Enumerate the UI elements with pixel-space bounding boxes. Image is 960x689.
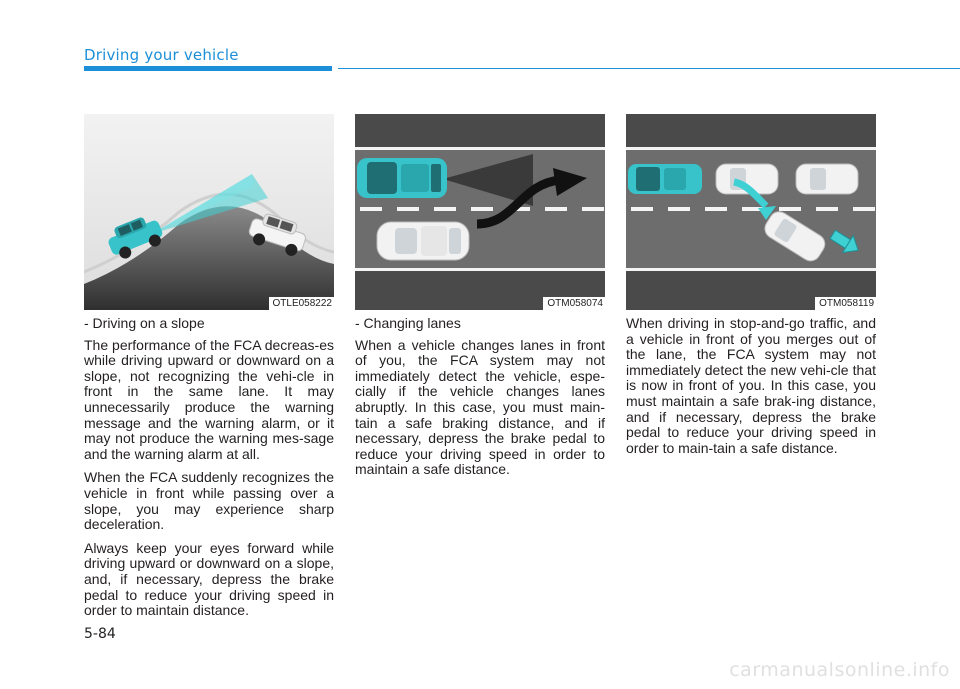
car-teal-icon — [628, 164, 702, 194]
paragraph: The performance of the FCA decreas-es while driving upward or downward on a slope, not recognizing the vehi-cle in front in the same lane. It may unnecessarily produce the warning message and the warning alarm, or it may not produce the warning mes-sage and the warning alarm at all. — [84, 336, 334, 462]
subheading: - Changing lanes — [355, 315, 461, 331]
header-title: Driving your vehicle — [84, 46, 239, 64]
car-teal-icon — [357, 158, 447, 198]
car-white-ahead-icon — [796, 164, 858, 194]
figure-changing-lanes — [355, 114, 605, 310]
figure-merge — [626, 114, 876, 310]
column-slope — [84, 316, 334, 627]
subheading: - Driving on a slope — [84, 315, 205, 331]
paragraph: When the FCA suddenly recognizes the vehicle in front while passing over a slope, you may experience sharp deceleration. — [84, 469, 334, 533]
watermark: carmanualsonline.info — [729, 659, 950, 681]
column-changing-lanes — [355, 316, 605, 486]
figure-code: OTM058074 — [543, 297, 605, 310]
figure-slope — [84, 114, 334, 310]
column-merge — [626, 316, 876, 464]
figure-code: OTLE058222 — [269, 297, 335, 310]
header-bar — [84, 66, 332, 71]
car-white-icon — [377, 222, 469, 260]
figure-code: OTM058119 — [815, 297, 876, 310]
paragraph: When driving in stop-and-go traffic, and a vehicle in front of you merges out of the lane, the FCA system may not immediately detect the new vehi-cle that is now in front of you. In this case, you must maintain a safe brak-ing distance, and if necessary, depress the brake pedal to reduce your driving speed in order to main-tain a safe distance. — [626, 315, 876, 456]
slope-illustration — [84, 114, 334, 310]
header-rule — [338, 68, 960, 69]
paragraph: Always keep your eyes forward while driving upward or downward on a slope, and, if necessary, depress the brake pedal to reduce your driving speed in order to maintain distance. — [84, 539, 334, 619]
merge-illustration — [626, 114, 876, 310]
page-number: 5-84 — [84, 626, 116, 642]
paragraph: When a vehicle changes lanes in front of you, the FCA system may not immediately detect the vehicle, espe-cially if the vehicle changes lanes abruptly. In this case, you must main-tain a safe braking distance, and if necessary, depress the brake pedal to reduce your driving speed in order to maintain a safe distance. — [355, 336, 605, 478]
lane-change-illustration — [355, 114, 605, 310]
